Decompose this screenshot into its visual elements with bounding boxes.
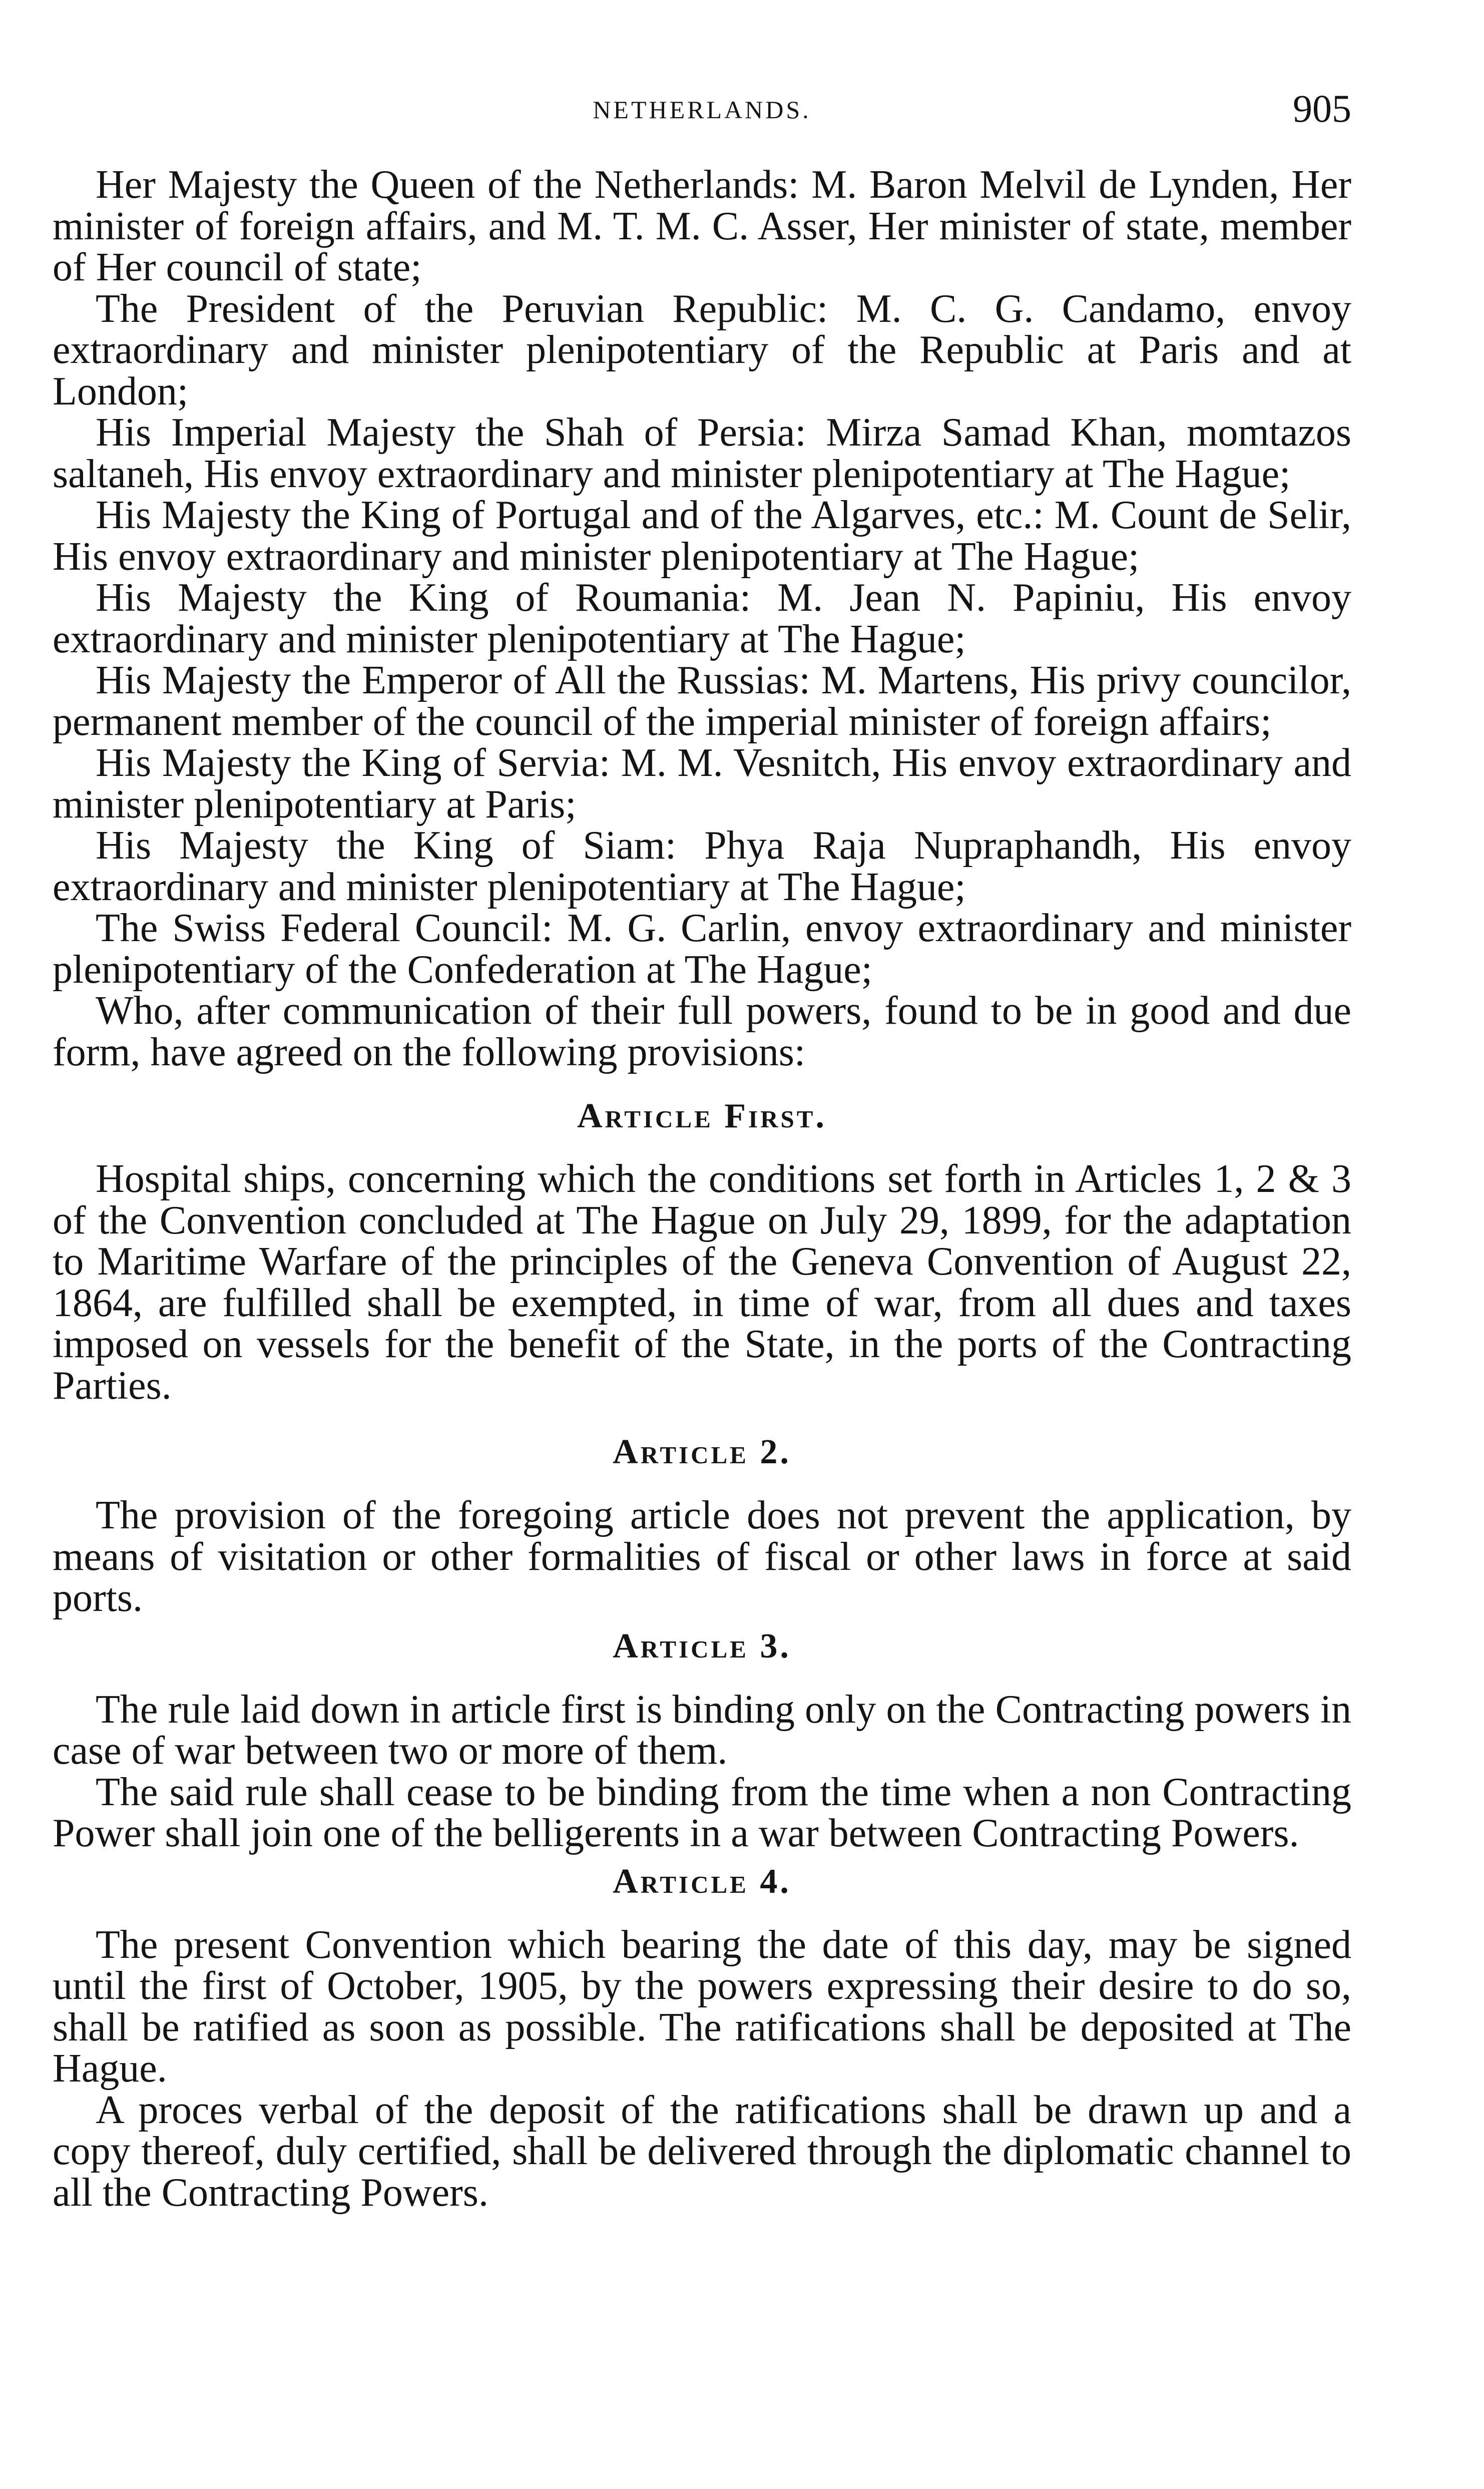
article-4-heading: Article 4. xyxy=(613,1862,791,1901)
document-body xyxy=(53,164,1351,2213)
running-header xyxy=(53,86,1351,131)
preamble-siam: His Majesty the King of Siam: Phya Raja Nupraphandh, His envoy extraordinary and minister plenipotentiary at The Hague; xyxy=(53,823,1351,909)
preamble-servia: His Majesty the King of Servia: M. M. Vesnitch, His envoy extraordinary and minister plenipotentiary at Paris; xyxy=(53,741,1351,826)
article-4-paragraph-1: The present Convention which bearing the date of this day, may be signed until the first of October, 1905, by the powers expressing their desire to do so, shall be ratified as soon as possible. The ratifications shall be deposited at The Hague. xyxy=(53,1922,1351,2091)
preamble-switzerland: The Swiss Federal Council: M. G. Carlin, envoy extraordinary and minister plenipotentiary of the Confederation at The Hague; xyxy=(53,906,1351,992)
article-3-heading: Article 3. xyxy=(613,1626,791,1666)
article-4-paragraph-2: A proces verbal of the deposit of the ratifications shall be drawn up and a copy thereof, duly certified, shall be delivered through the diplomatic channel to all the Contracting Powers. xyxy=(53,2088,1351,2215)
article-3-paragraph-2: The said rule shall cease to be binding from the time when a non Contracting Power shall join one of the belligerents in a war between Contracting Powers. xyxy=(53,1770,1351,1855)
preamble-netherlands: Her Majesty the Queen of the Netherlands: M. Baron Melvil de Lynden, Her minister of foreign affairs, and M. T. M. C. Asser, Her minister of state, member of Her council of state; xyxy=(53,163,1351,289)
preamble-roumania: His Majesty the King of Roumania: M. Jean N. Papiniu, His envoy extraordinary and minister plenipotentiary at The Hague; xyxy=(53,576,1351,661)
running-header-title: NETHERLANDS. xyxy=(593,96,811,124)
article-first-heading: Article First. xyxy=(577,1097,827,1135)
page-number: 905 xyxy=(1293,87,1351,130)
article-first-paragraph: Hospital ships, concerning which the conditions set forth in Articles 1, 2 & 3 of the Convention concluded at The Hague on July 29, 1899, for the adaptation to Maritime Warfare of the principles of the Geneva Convention of August 22, 1864, are fulfilled shall be exempted, in time of war, from all dues and taxes imposed on vessels for the benefit of the State, in the ports of the Contracting Parties. xyxy=(53,1157,1351,1408)
preamble-peru: The President of the Peruvian Republic: M. C. G. Candamo, envoy extraordinary and minister plenipotentiary of the Republic at Paris and at London; xyxy=(53,286,1351,413)
article-2-heading: Article 2. xyxy=(613,1433,791,1471)
preamble-persia: His Imperial Majesty the Shah of Persia: Mirza Samad Khan, momtazos saltaneh, His envoy extraordinary and minister plenipotentiary at The Hague; xyxy=(53,410,1351,496)
preamble-russia: His Majesty the Emperor of All the Russias: M. Martens, His privy councilor, permanent member of the council of the imperial minister of foreign affairs; xyxy=(53,658,1351,744)
preamble-portugal: His Majesty the King of Portugal and of the Algarves, etc.: M. Count de Selir, His envoy extraordinary and minister plenipotentiary at The Hague; xyxy=(53,493,1351,579)
article-3-paragraph-1: The rule laid down in article first is binding only on the Contracting powers in case of war between two or more of them. xyxy=(53,1687,1351,1773)
article-2-paragraph: The provision of the foregoing article does not prevent the application, by means of visitation or other formalities of fiscal or other laws in force at said ports. xyxy=(53,1493,1351,1620)
preamble-agreement-clause: Who, after communication of their full powers, found to be in good and due form, have agreed on the following provisions: xyxy=(53,989,1351,1074)
